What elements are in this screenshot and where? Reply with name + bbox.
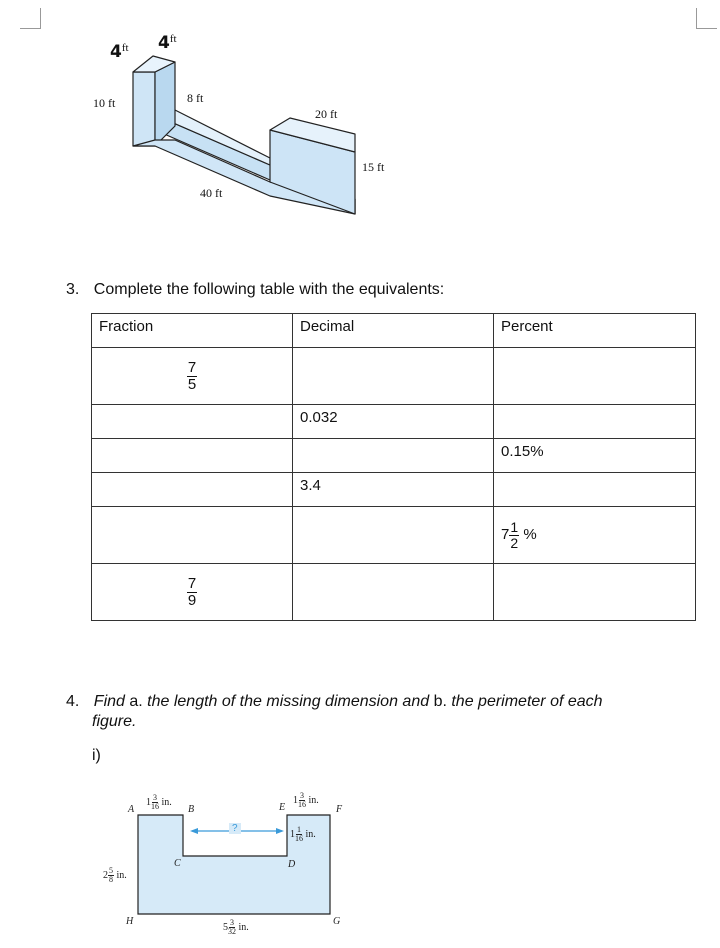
- cell-fraction[interactable]: [92, 439, 293, 473]
- cell-fraction[interactable]: [92, 507, 293, 564]
- question-4-sub-label: i): [92, 747, 101, 764]
- dimension-bottom: 5 $\frac{3}{32}$ in.: [223, 918, 249, 936]
- table-row: [92, 439, 696, 473]
- header-percent: Percent: [494, 314, 696, 348]
- cell-decimal[interactable]: [293, 507, 494, 564]
- dimension-ef: 1 $\frac{3}{16}$ in.: [293, 791, 319, 809]
- prism-drawing: [0, 0, 720, 260]
- fraction-value: $\frac{7}{9}$: [187, 574, 197, 609]
- label-length: 40 ft: [200, 186, 223, 200]
- equivalents-table: [91, 313, 696, 621]
- label-width-a: $4^{ft}$: [110, 42, 129, 62]
- dimension-left: 2 $\frac{5}{8}$ in.: [103, 866, 127, 884]
- point-b: B: [188, 804, 195, 815]
- cell-percent[interactable]: [494, 405, 696, 439]
- label-height-left: 10 ft: [93, 96, 116, 110]
- point-f: F: [336, 804, 343, 815]
- cell-percent: [494, 507, 696, 564]
- cell-decimal[interactable]: [293, 439, 494, 473]
- table-row: [92, 348, 696, 405]
- point-e: E: [279, 802, 286, 813]
- point-h: H: [126, 916, 134, 927]
- header-fraction: Fraction: [92, 314, 293, 348]
- question-4-number: 4.: [66, 693, 80, 710]
- cell-percent[interactable]: [494, 564, 696, 621]
- u-shape-drawing: [0, 780, 720, 948]
- point-d: D: [288, 859, 296, 870]
- point-g: G: [333, 916, 341, 927]
- cell-fraction[interactable]: [92, 473, 293, 507]
- cell-percent[interactable]: [494, 473, 696, 507]
- cell-decimal: 0.032: [293, 405, 494, 439]
- cell-percent: 0.15%: [494, 439, 696, 473]
- cell-fraction: [92, 348, 293, 405]
- question-4-text-line2: figure.: [92, 713, 137, 730]
- dimension-ab: 1 $\frac{3}{16}$ in.: [146, 793, 172, 811]
- prism-figure: [0, 0, 720, 260]
- label-block-height: 15 ft: [362, 160, 385, 174]
- header-decimal: Decimal: [293, 314, 494, 348]
- table-row: [92, 507, 696, 564]
- cell-fraction[interactable]: [92, 405, 293, 439]
- point-c: C: [174, 858, 181, 869]
- table-row: [92, 405, 696, 439]
- u-shape-figure: [0, 780, 720, 948]
- question-3-number: 3.: [66, 281, 80, 298]
- missing-dimension: ?: [229, 823, 241, 834]
- table-row: [92, 473, 696, 507]
- table-row: [92, 564, 696, 621]
- label-width-b: $4^{ft}$: [158, 33, 177, 53]
- dimension-fd: 1 $\frac{1}{16}$ in.: [290, 825, 316, 843]
- point-a: A: [128, 804, 135, 815]
- question-4-text: Find a. the length of the missing dimension and b. the perimeter of each: [93, 693, 603, 710]
- label-height-inner: 8 ft: [187, 91, 204, 105]
- question-4-heading: [66, 691, 698, 713]
- cell-decimal[interactable]: [293, 348, 494, 405]
- mixed-percent: 7 $\frac{1}{2}$ %: [501, 518, 537, 551]
- fraction-value: $\frac{7}{5}$: [187, 358, 197, 393]
- question-3-text: Complete the following table with the equivalents:: [93, 281, 445, 298]
- cell-decimal: 3.4: [293, 473, 494, 507]
- cell-percent[interactable]: [494, 348, 696, 405]
- cell-fraction: [92, 564, 293, 621]
- label-block-width: 20 ft: [315, 107, 338, 121]
- question-3-heading: [66, 281, 444, 299]
- cell-decimal[interactable]: [293, 564, 494, 621]
